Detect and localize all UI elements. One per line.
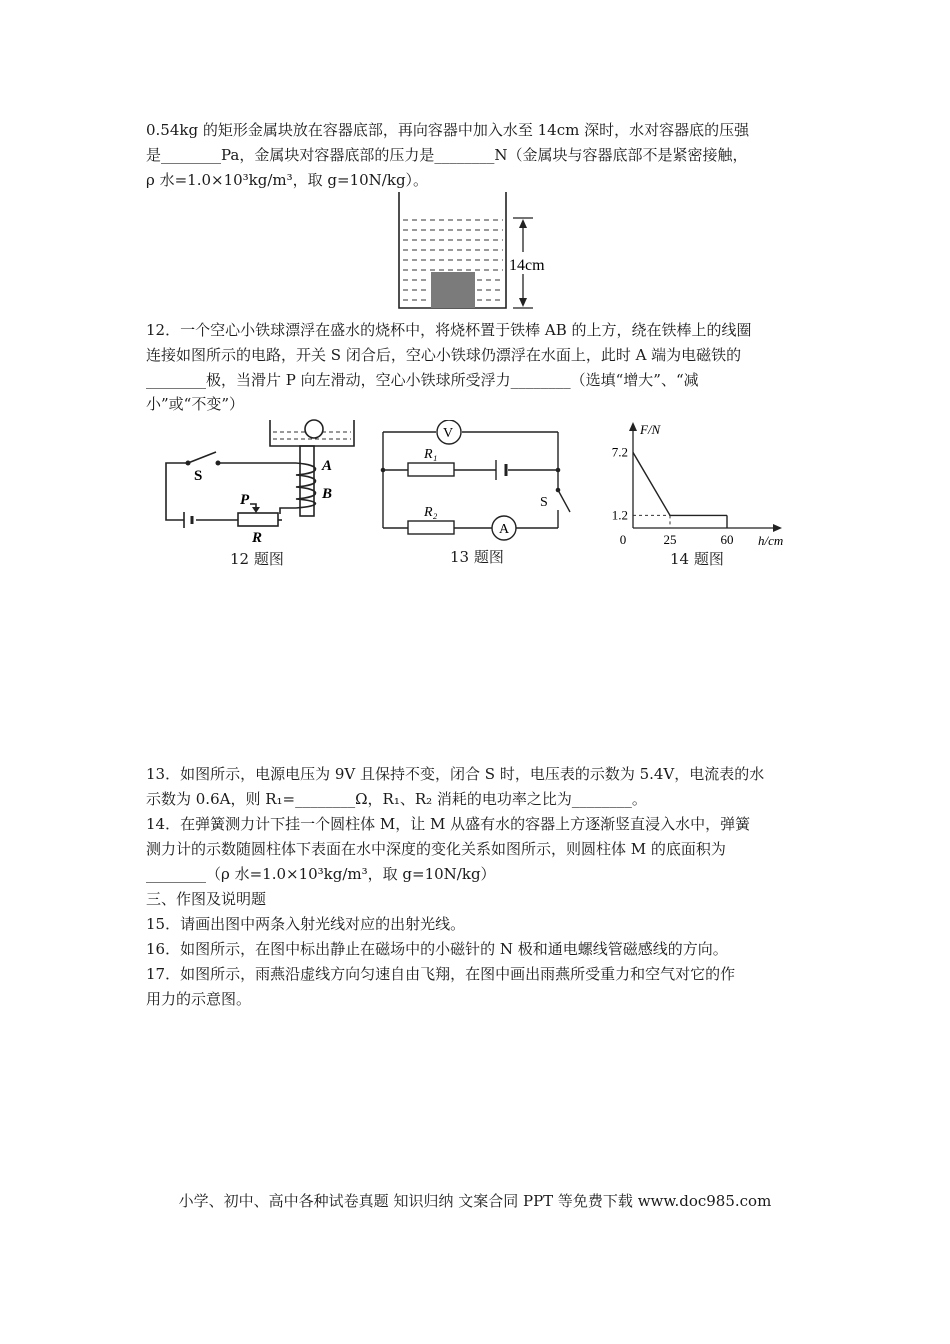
q13-line-2: 示数为 0.6A，则 R₁=________Ω，R₁、R₂ 消耗的电功率之比为________。 xyxy=(146,790,647,808)
section-3-heading: 三、作图及说明题 xyxy=(146,890,267,908)
fig14-chart xyxy=(600,418,800,550)
fig13-circuit xyxy=(378,420,578,545)
ammeter-label: A xyxy=(499,522,510,537)
label-R2: R₂ xyxy=(424,505,438,520)
q11-line-3: ρ 水=1.0×10³kg/m³，取 g=10N/kg）。 xyxy=(146,171,429,189)
label-B: B xyxy=(322,486,333,502)
y-tick-label: 1.2 xyxy=(611,507,628,523)
x-tick-label: 0 xyxy=(619,532,627,547)
label-R1: R₁ xyxy=(424,447,438,462)
q13-line-1: 13．如图所示，电源电压为 9V 且保持不变，闭合 S 时，电压表的示数为 5.4V，电流表的水 xyxy=(146,765,765,783)
q11-line-2: 是________Pa，金属块对容器底部的压力是________N（金属块与容器底部不是紧密接触， xyxy=(146,146,748,164)
q12-line-1: 12．一个空心小铁球漂浮在盛水的烧杯中，将烧杯置于铁棒 AB 的上方，绕在铁棒上的线圈 xyxy=(146,321,752,339)
x-axis-label: h/cm xyxy=(758,533,784,548)
q11-line-1: 0.54kg 的矩形金属块放在容器底部，再向容器中加入水至 14cm 深时，水对容器底的压强 xyxy=(146,121,750,139)
q12-line-3: ________极，当滑片 P 向左滑动，空心小铁球所受浮力________（选填“增大”、“减 xyxy=(146,371,699,389)
q14-line-1: 14．在弹簧测力计下挂一个圆柱体 M，让 M 从盛有水的容器上方逐渐竖直浸入水中，弹簧 xyxy=(146,815,751,833)
fig14-caption: 14 题图 xyxy=(670,550,724,568)
label-R: R xyxy=(252,530,263,546)
q14-line-3: ________（ρ 水=1.0×10³kg/m³，取 g=10N/kg） xyxy=(146,865,496,883)
y-tick-label: 7.2 xyxy=(611,444,628,460)
q12-line-2: 连接如图所示的电路，开关 S 闭合后，空心小铁球仍漂浮在水面上，此时 A 端为电磁铁的 xyxy=(146,346,742,364)
label-S13: S xyxy=(540,495,548,510)
fig12-caption: 12 题图 xyxy=(230,550,284,568)
q12-line-4: 小”或“不变”） xyxy=(146,395,245,413)
voltmeter-label: V xyxy=(443,426,454,441)
x-tick-label: 25 xyxy=(663,532,677,547)
q15-line: 15．请画出图中两条入射光线对应的出射光线。 xyxy=(146,915,466,933)
fig12-circuit xyxy=(160,418,360,550)
label-A: A xyxy=(322,458,333,474)
x-tick-label: 60 xyxy=(720,532,734,547)
y-axis-label: F/N xyxy=(640,422,661,437)
q16-line: 16．如图所示，在图中标出静止在磁场中的小磁针的 N 极和通电螺线管磁感线的方向。 xyxy=(146,940,728,958)
metal-block xyxy=(431,272,475,308)
q17-line-1: 17．如图所示，雨燕沿虚线方向匀速自由飞翔，在图中画出雨燕所受重力和空气对它的作 xyxy=(146,965,736,983)
depth-label: 14cm xyxy=(509,257,545,274)
label-S: S xyxy=(194,468,203,484)
footer-text: 小学、初中、高中各种试卷真题 知识归纳 文案合同 PPT 等免费下载 www.doc985.com xyxy=(178,1192,772,1210)
q17-line-2: 用力的示意图。 xyxy=(146,990,252,1008)
q14-line-2: 测力计的示数随圆柱体下表面在水中深度的变化关系如图所示，则圆柱体 M 的底面积为 xyxy=(146,840,726,858)
fig13-caption: 13 题图 xyxy=(450,548,504,566)
series-segment xyxy=(633,452,670,515)
container-figure xyxy=(393,190,563,312)
label-P: P xyxy=(240,492,250,508)
